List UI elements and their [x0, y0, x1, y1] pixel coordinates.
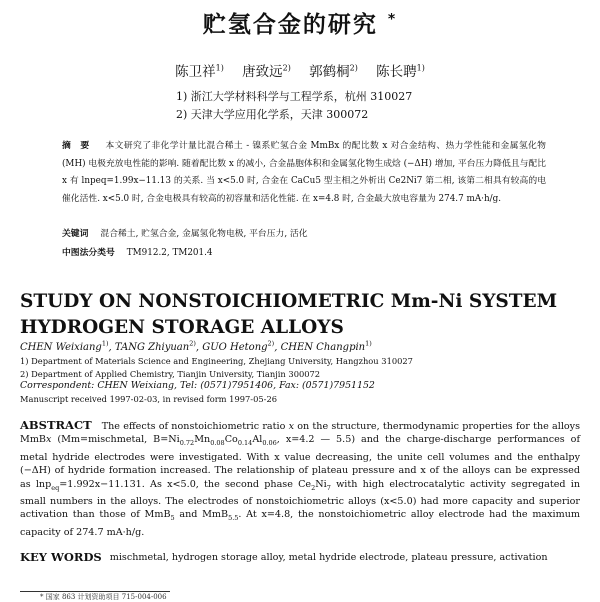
chinese-author: 陈长聘$^{1)}$: [376, 63, 425, 80]
english-authors: [20, 340, 580, 353]
chinese-title: [0, 6, 600, 39]
chinese-affiliation-1: 1) 浙江大学材料科学与工程学系，杭州 310027: [176, 90, 413, 103]
chinese-abstract: [62, 138, 546, 208]
english-title-line-1: STUDY ON NONSTOICHIOMETRIC Mm-Ni SYSTEM: [20, 291, 558, 312]
correspondent-line: Correspondent: CHEN Weixiang, Tel: (0571)7951406, Fax: (0571)7951152: [20, 380, 375, 391]
english-affiliation-1: 1) Department of Materials Science and Engineering, Zhejiang University, Hangzhou 310027: [20, 356, 413, 366]
english-abstract: ABSTRACT The effects of nonstoichiometric ratio x on the structure, thermodynamic properties for the alloys MmBx (Mm=mischmetal, $B=Ni_{0.72}Mn_{0.08}Co_{0.14}Al_{0.06}$, x=4.2 — 5.5) and the charge-discharge performances of metal hydride electrodes were investigated. With x value decreasing, the unite cell volumes and the enthalpy (−ΔH) of hydride formation increased. The relationship of plateau pressure and x of the alloys can be expressed as lnp$_{eq}$=1.992x−11.131. As x<5.0, the second phase $Ce_2Ni_7$ with high electrocatalytic activity segregated in small numbers in the alloys. The electrodes of nonstoichiometric alloys (x<5.0) had more capacity and superior activation than those of MmB$_5$ and MmB$_{5.5}$. At x=4.8, the nonstoichiometric alloy electrode had the maximum capacity of 274.7 mA·h/g.: [20, 418, 581, 538]
english-keywords-label: KEY WORDS: [20, 550, 102, 564]
classification-label: 中图法分类号: [62, 248, 115, 258]
classification-code: TM912.2, TM201.4: [126, 248, 213, 258]
chinese-author: 唐致远$^{2)}$: [242, 63, 291, 80]
chinese-keywords: [62, 226, 546, 239]
chinese-author: 陈卫祥$^{1)}$: [175, 63, 224, 80]
english-title-line-2: HYDROGEN STORAGE ALLOYS: [20, 317, 344, 338]
chinese-title-text: 贮氢合金的研究: [202, 12, 378, 38]
chinese-classification: [62, 245, 546, 258]
chinese-keywords-label: 关键词: [62, 229, 89, 239]
english-keywords-text: mischmetal, hydrogen storage alloy, metal hydride electrode, plateau pressure, activation: [109, 552, 548, 563]
chinese-author: 郭鹤桐$^{2)}$: [309, 63, 358, 80]
english-author: GUO Hetong$^{2)}$,: [202, 340, 281, 354]
english-author: TANG Zhiyuan$^{2)}$,: [114, 340, 203, 354]
footnote: * 国家 863 计划资助项目 715-004-006: [40, 593, 167, 601]
english-author: CHEN Weixiang$^{1)}$,: [20, 340, 115, 354]
english-keywords: [20, 551, 580, 565]
chinese-affiliation-2: 2) 天津大学应用化学系，天津 300072: [176, 108, 369, 121]
english-author: CHEN Changpin$^{1)}$: [280, 340, 372, 354]
chinese-abstract-text: 本文研究了非化学计量比混合稀土 - 镍系贮氢合金 MmBx 的配比数 x 对合金结构、热力学性能和金属氢化物 (MH) 电极充放电性能的影响. 随着配比数 x 的减小, 合金晶胞体积和金属氢化物生成焓 (−ΔH) 增加, 平台压力降低且与配比 x 有 lnpeq=1.99x−11.13 的关系. 当 x<5.0 时, 合金在 CaCu5 型主相之外析出 Ce2Ni7 第二相, 该第二相具有较高的电催化活性. x<5.0 时, 合金电极具有较高的初容量和活化性能. 在 x=4.8 时, 合金最大放电容量为 274.7 mA·h/g.: [62, 141, 546, 204]
chinese-abstract-label: 摘 要: [62, 141, 90, 151]
chinese-keywords-text: 混合稀土, 贮氢合金, 金属氢化物电极, 平台压力, 活化: [100, 229, 308, 239]
english-affiliation-2: 2) Department of Applied Chemistry, Tianjin University, Tianjin 300072: [20, 369, 321, 379]
title-footnote-mark: *: [387, 11, 398, 28]
english-title: [20, 289, 580, 341]
english-abstract-label: ABSTRACT: [20, 418, 92, 432]
chinese-authors: [0, 60, 600, 80]
manuscript-received: Manuscript received 1997-02-03, in revised form 1997-05-26: [20, 394, 278, 404]
